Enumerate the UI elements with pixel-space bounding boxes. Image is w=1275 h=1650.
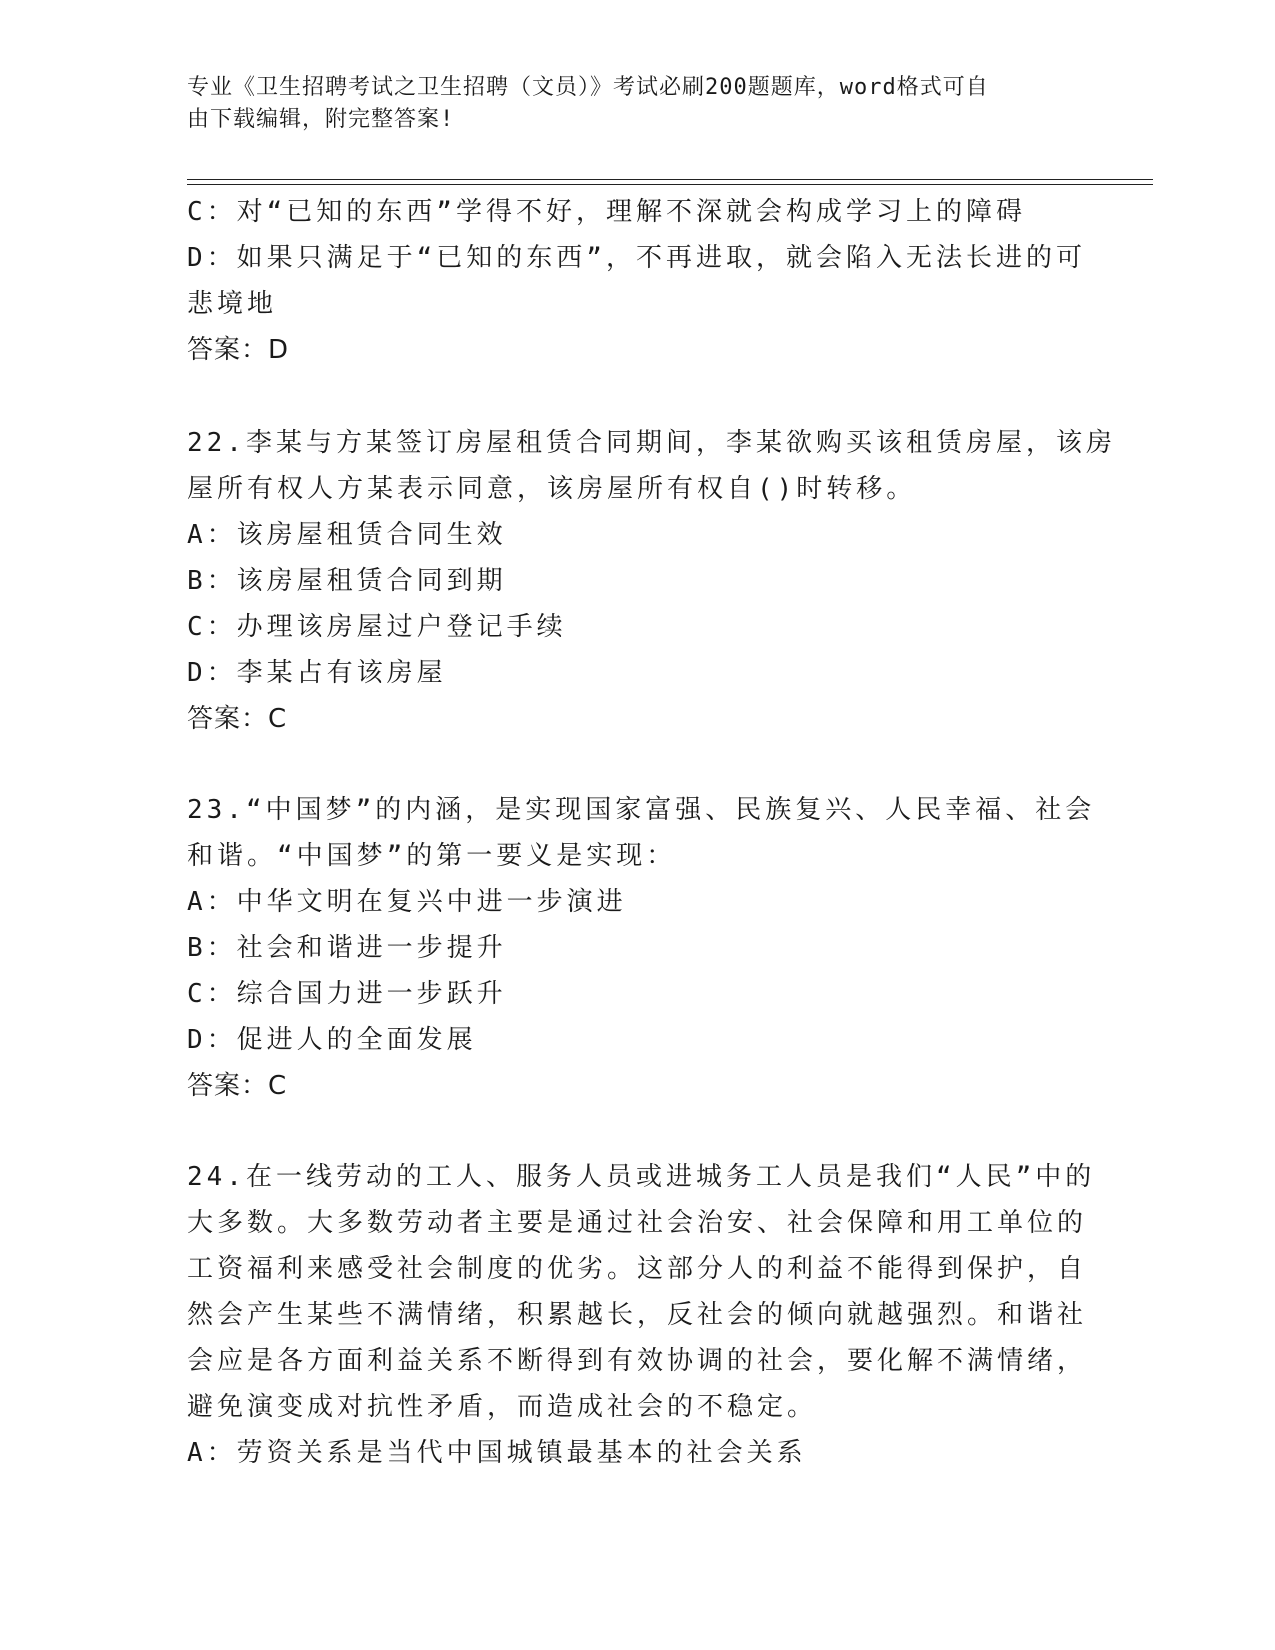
q23-stem-line-1: 23.“中国梦”的内涵，是实现国家富强、民族复兴、人民幸福、社会 — [187, 795, 1096, 825]
q21-option-c: C：对“已知的东西”学得不好，理解不深就会构成学习上的障碍 — [187, 197, 1026, 227]
q23-option-c: C：综合国力进一步跃升 — [187, 979, 507, 1009]
q24-option-a: A：劳资关系是当代中国城镇最基本的社会关系 — [187, 1438, 807, 1468]
q22-option-d: D：李某占有该房屋 — [187, 658, 447, 688]
q24-stem-line-1: 24.在一线劳动的工人、服务人员或进城务工人员是我们“人民”中的 — [187, 1162, 1096, 1192]
header-line-2: 由下载编辑，附完整答案! — [187, 107, 455, 132]
header-line-1: 专业《卫生招聘考试之卫生招聘（文员）》考试必刷200题题库，word格式可自 — [187, 75, 989, 100]
q22-option-b: B：该房屋租赁合同到期 — [187, 566, 507, 596]
q22-answer: 答案：C — [187, 704, 288, 734]
q24-stem-line-2: 大多数。大多数劳动者主要是通过社会治安、社会保障和用工单位的 — [187, 1208, 1088, 1238]
q24-stem-line-4: 然会产生某些不满情绪，积累越长，反社会的倾向就越强烈。和谐社 — [187, 1300, 1088, 1330]
header-rule-top — [187, 179, 1153, 180]
q22-stem-line-1: 22.李某与方某签订房屋租赁合同期间，李某欲购买该租赁房屋，该房 — [187, 428, 1116, 458]
q23-option-b: B：社会和谐进一步提升 — [187, 933, 507, 963]
q24-stem-line-3: 工资福利来感受社会制度的优劣。这部分人的利益不能得到保护，自 — [187, 1254, 1088, 1284]
q21-option-d-line-2: 悲境地 — [187, 289, 278, 319]
document-header — [187, 72, 1067, 136]
q23-answer: 答案：C — [187, 1071, 288, 1101]
q23-stem-line-2: 和谐。“中国梦”的第一要义是实现： — [187, 841, 677, 871]
q22-stem-line-2: 屋所有权人方某表示同意，该房屋所有权自()时转移。 — [187, 474, 917, 504]
q22-option-a: A：该房屋租赁合同生效 — [187, 520, 507, 550]
q24-stem-line-6: 避免演变成对抗性矛盾，而造成社会的不稳定。 — [187, 1392, 818, 1422]
q21-answer: 答案：D — [187, 335, 290, 365]
header-rule-bottom — [187, 184, 1153, 185]
q21-option-d-line-1: D：如果只满足于“已知的东西”，不再进取，就会陷入无法长进的可 — [187, 243, 1086, 273]
q23-option-d: D：促进人的全面发展 — [187, 1025, 477, 1055]
q24-stem-line-5: 会应是各方面利益关系不断得到有效协调的社会，要化解不满情绪， — [187, 1346, 1088, 1376]
q22-option-c: C：办理该房屋过户登记手续 — [187, 612, 567, 642]
q23-option-a: A：中华文明在复兴中进一步演进 — [187, 887, 627, 917]
